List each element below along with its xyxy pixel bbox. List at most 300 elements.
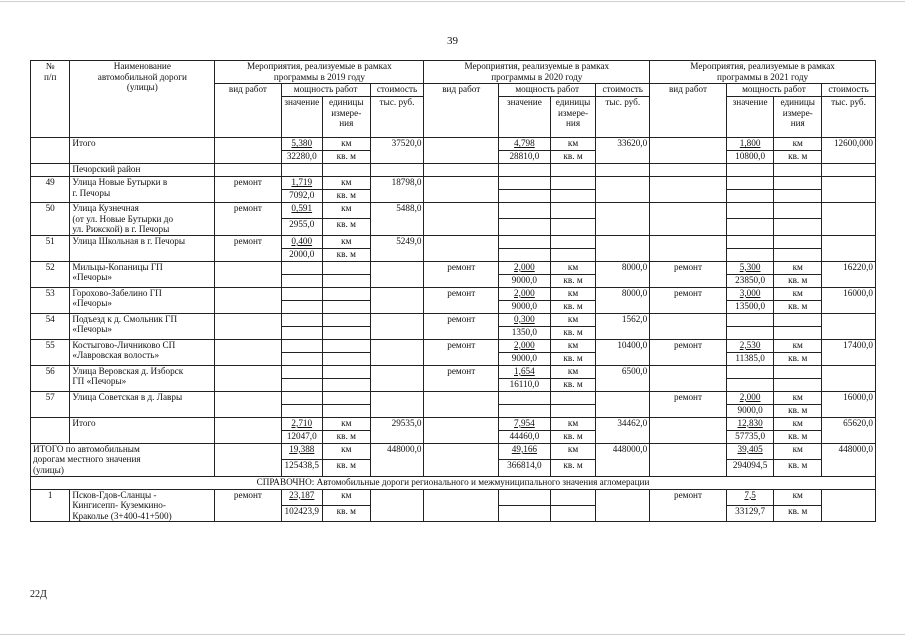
- cost-thousand-rub: 10400,0: [596, 339, 650, 365]
- header-value: значение: [281, 97, 322, 138]
- row-number: 51: [31, 235, 70, 261]
- grand-total-row: [31, 443, 876, 459]
- unit-sq-m: [550, 248, 596, 261]
- unit-sq-m: кв. м: [322, 151, 370, 164]
- work-type: [215, 261, 281, 287]
- value-sq-m: 13500,0: [726, 300, 774, 313]
- row-number: [31, 138, 70, 164]
- header-units: единицы измере- ния: [322, 97, 370, 138]
- value-km: [726, 177, 774, 190]
- cost-thousand-rub: [370, 489, 424, 522]
- unit-km: [322, 261, 370, 274]
- work-type: [424, 138, 499, 164]
- cost-thousand-rub: [822, 365, 876, 391]
- value-sq-m: [281, 326, 322, 339]
- cost-thousand-rub: [822, 235, 876, 261]
- value-km: [281, 261, 322, 274]
- value-km: 0,400: [281, 235, 322, 248]
- unit-km: км: [550, 365, 596, 378]
- unit-sq-m: [322, 404, 370, 417]
- header-thousand-rub: тыс. руб.: [370, 97, 424, 138]
- cost-thousand-rub: 37520,0: [370, 138, 424, 164]
- unit-sq-m: кв. м: [774, 430, 822, 443]
- header-name: Наименование автомобильной дороги (улицы): [70, 61, 215, 138]
- cost-thousand-rub: [370, 365, 424, 391]
- value-km: 39,405: [726, 443, 774, 459]
- cost-thousand-rub: [596, 177, 650, 203]
- value-km: [281, 313, 322, 326]
- road-row: [31, 177, 876, 190]
- unit-sq-m: [550, 219, 596, 235]
- value-km: [726, 203, 774, 219]
- row-number: 53: [31, 287, 70, 313]
- header-capacity: мощность работ: [726, 84, 821, 97]
- work-type: ремонт: [215, 203, 281, 236]
- value-sq-m: [726, 326, 774, 339]
- empty-cell: [822, 164, 876, 177]
- unit-sq-m: [774, 219, 822, 235]
- cost-thousand-rub: 16000,0: [822, 287, 876, 313]
- unit-km: км: [322, 177, 370, 190]
- value-sq-m: 33129,7: [726, 505, 774, 521]
- value-km: 4,798: [499, 138, 551, 151]
- empty-cell: [215, 164, 281, 177]
- unit-km: км: [774, 287, 822, 300]
- unit-sq-m: кв. м: [322, 190, 370, 203]
- header-work-type: вид работ: [215, 84, 281, 138]
- unit-km: км: [322, 443, 370, 459]
- road-name: Подъезд к д. Смольник ГП «Печоры»: [70, 313, 215, 339]
- road-name: Улица Школьная в г. Печоры: [70, 235, 215, 261]
- value-sq-m: 9000,0: [726, 404, 774, 417]
- cost-thousand-rub: 29535,0: [370, 417, 424, 443]
- row-number: 52: [31, 261, 70, 287]
- subtotal-row: [31, 417, 876, 430]
- value-sq-m: 16110,0: [499, 378, 551, 391]
- work-type: ремонт: [650, 489, 727, 522]
- unit-km: км: [774, 443, 822, 459]
- unit-sq-m: [322, 326, 370, 339]
- value-km: 1,719: [281, 177, 322, 190]
- header-thousand-rub: тыс. руб.: [822, 97, 876, 138]
- work-type: [650, 177, 727, 203]
- empty-cell: [370, 164, 424, 177]
- work-type: [215, 391, 281, 417]
- work-type: ремонт: [215, 235, 281, 261]
- road-works-table: [30, 60, 876, 522]
- value-km: [281, 365, 322, 378]
- road-row: [31, 287, 876, 300]
- header-cost: стоимость: [370, 84, 424, 97]
- cost-thousand-rub: [370, 391, 424, 417]
- unit-sq-m: [322, 378, 370, 391]
- cost-thousand-rub: [822, 203, 876, 236]
- unit-km: [322, 287, 370, 300]
- cost-thousand-rub: 1562,0: [596, 313, 650, 339]
- header-units: единицы измере- ния: [550, 97, 596, 138]
- value-km: [281, 339, 322, 352]
- unit-km: км: [550, 313, 596, 326]
- value-sq-m: 294094,5: [726, 460, 774, 476]
- cost-thousand-rub: 16220,0: [822, 261, 876, 287]
- cost-thousand-rub: 5488,0: [370, 203, 424, 236]
- work-type: [424, 391, 499, 417]
- unit-km: [550, 177, 596, 190]
- cost-thousand-rub: 65620,0: [822, 417, 876, 443]
- work-type: [424, 489, 499, 522]
- unit-sq-m: кв. м: [550, 430, 596, 443]
- value-sq-m: [281, 300, 322, 313]
- value-km: [726, 365, 774, 378]
- value-km: 5,380: [281, 138, 322, 151]
- empty-cell: [424, 164, 499, 177]
- value-km: 3,000: [726, 287, 774, 300]
- work-type: [215, 313, 281, 339]
- unit-sq-m: кв. м: [550, 378, 596, 391]
- work-type: [215, 138, 281, 164]
- value-km: 7,5: [726, 489, 774, 505]
- value-sq-m: 44460,0: [499, 430, 551, 443]
- road-name: Костыгово-Личниково СП «Лавровская волость»: [70, 339, 215, 365]
- cost-thousand-rub: [822, 489, 876, 522]
- value-sq-m: 1350,0: [499, 326, 551, 339]
- work-type: ремонт: [424, 313, 499, 339]
- unit-sq-m: [774, 378, 822, 391]
- value-km: [726, 235, 774, 248]
- header-year-2020: Мероприятия, реализуемые в рамках программы в 2020 году: [424, 61, 650, 84]
- header-value: значение: [499, 97, 551, 138]
- unit-sq-m: [322, 300, 370, 313]
- work-type: ремонт: [650, 287, 727, 313]
- unit-km: км: [322, 203, 370, 219]
- value-km: 2,000: [726, 391, 774, 404]
- unit-sq-m: кв. м: [774, 460, 822, 476]
- value-sq-m: [726, 378, 774, 391]
- value-sq-m: 9000,0: [499, 274, 551, 287]
- road-row: [31, 339, 876, 352]
- cost-thousand-rub: 33620,0: [596, 138, 650, 164]
- unit-sq-m: кв. м: [322, 430, 370, 443]
- value-sq-m: [499, 505, 551, 521]
- unit-sq-m: кв. м: [550, 274, 596, 287]
- unit-km: км: [774, 489, 822, 505]
- cost-thousand-rub: [596, 489, 650, 522]
- value-sq-m: [499, 219, 551, 235]
- empty-cell: [499, 164, 551, 177]
- header-year-2021: Мероприятия, реализуемые в рамках программы в 2021 году: [650, 61, 876, 84]
- unit-sq-m: кв. м: [550, 460, 596, 476]
- unit-km: км: [550, 261, 596, 274]
- empty-cell: [322, 164, 370, 177]
- value-sq-m: 125438,5: [281, 460, 322, 476]
- unit-sq-m: [322, 274, 370, 287]
- work-type: ремонт: [424, 339, 499, 365]
- empty-cell: [726, 164, 774, 177]
- header-work-type: вид работ: [424, 84, 499, 138]
- reference-caption-row: [31, 476, 876, 489]
- road-name: Псков-Гдов-Сланцы - Кингисепп- Куземкино- Краколье (3+400-41+500): [70, 489, 215, 522]
- reference-caption: СПРАВОЧНО: Автомобильные дороги регионального и межмуниципального значения агломерации: [31, 476, 876, 489]
- work-type: [650, 313, 727, 339]
- value-sq-m: 366814,0: [499, 460, 551, 476]
- road-name: Улица Новые Бутырки в г. Печоры: [70, 177, 215, 203]
- unit-km: км: [774, 391, 822, 404]
- scan-edge-top: [0, 1, 905, 2]
- reference-road-row: [31, 489, 876, 505]
- road-row: [31, 391, 876, 404]
- total-row: [31, 138, 876, 151]
- header-units: единицы измере- ния: [774, 97, 822, 138]
- row-number: 50: [31, 203, 70, 236]
- value-sq-m: [726, 219, 774, 235]
- header-thousand-rub: тыс. руб.: [596, 97, 650, 138]
- unit-km: км: [550, 339, 596, 352]
- unit-km: км: [322, 489, 370, 505]
- work-type: [215, 287, 281, 313]
- unit-km: [550, 235, 596, 248]
- value-km: 49,166: [499, 443, 551, 459]
- unit-km: км: [774, 138, 822, 151]
- work-type: [650, 235, 727, 261]
- value-km: 12,830: [726, 417, 774, 430]
- road-name: Улица Кузнечная (от ул. Новые Бутырки до ул. Рижской) в г. Печоры: [70, 203, 215, 236]
- work-type: [650, 365, 727, 391]
- value-sq-m: [281, 274, 322, 287]
- unit-km: [322, 365, 370, 378]
- grand-total-label: ИТОГО по автомобильным дорогам местного значения (улицы): [31, 443, 215, 476]
- work-type: [424, 203, 499, 236]
- unit-km: [774, 313, 822, 326]
- unit-sq-m: [550, 190, 596, 203]
- cost-thousand-rub: [596, 203, 650, 236]
- header-year-2019: Мероприятия, реализуемые в рамках программы в 2019 году: [215, 61, 424, 84]
- work-type: ремонт: [650, 391, 727, 417]
- value-km: 2,000: [499, 339, 551, 352]
- row-number: 49: [31, 177, 70, 203]
- value-km: [499, 489, 551, 505]
- unit-km: [774, 203, 822, 219]
- unit-km: км: [550, 138, 596, 151]
- work-type: [650, 138, 727, 164]
- row-number: 1: [31, 489, 70, 522]
- work-type: ремонт: [650, 339, 727, 365]
- cost-thousand-rub: 5249,0: [370, 235, 424, 261]
- unit-km: [322, 339, 370, 352]
- cost-thousand-rub: 448000,0: [596, 443, 650, 476]
- value-km: [499, 235, 551, 248]
- unit-sq-m: кв. м: [322, 505, 370, 521]
- work-type: ремонт: [650, 261, 727, 287]
- unit-km: км: [322, 417, 370, 430]
- value-km: 2,530: [726, 339, 774, 352]
- row-number: 54: [31, 313, 70, 339]
- value-sq-m: 32280,0: [281, 151, 322, 164]
- unit-sq-m: кв. м: [550, 352, 596, 365]
- unit-sq-m: [550, 505, 596, 521]
- value-sq-m: [281, 352, 322, 365]
- cost-thousand-rub: 448000,0: [822, 443, 876, 476]
- unit-sq-m: кв. м: [550, 326, 596, 339]
- cost-thousand-rub: [370, 261, 424, 287]
- unit-km: км: [550, 443, 596, 459]
- value-km: 0,300: [499, 313, 551, 326]
- unit-km: [550, 489, 596, 505]
- unit-km: км: [774, 339, 822, 352]
- cost-thousand-rub: 8000,0: [596, 287, 650, 313]
- value-sq-m: 9000,0: [499, 352, 551, 365]
- value-sq-m: [281, 378, 322, 391]
- unit-sq-m: кв. м: [774, 300, 822, 313]
- work-type: ремонт: [424, 287, 499, 313]
- value-sq-m: 57735,0: [726, 430, 774, 443]
- value-sq-m: [499, 190, 551, 203]
- value-km: 19,388: [281, 443, 322, 459]
- value-sq-m: 28810,0: [499, 151, 551, 164]
- value-km: 7,954: [499, 417, 551, 430]
- road-name: Итого: [70, 417, 215, 443]
- cost-thousand-rub: 18798,0: [370, 177, 424, 203]
- header-capacity: мощность работ: [281, 84, 370, 97]
- value-sq-m: 102423,9: [281, 505, 322, 521]
- row-number: 57: [31, 391, 70, 417]
- unit-sq-m: [774, 326, 822, 339]
- unit-km: км: [550, 417, 596, 430]
- road-name: Горохово-Забелино ГП «Печоры»: [70, 287, 215, 313]
- unit-km: км: [322, 138, 370, 151]
- header-work-type: вид работ: [650, 84, 727, 138]
- unit-km: км: [774, 417, 822, 430]
- unit-sq-m: [774, 248, 822, 261]
- row-number: 55: [31, 339, 70, 365]
- page-number: 39: [447, 35, 458, 47]
- work-type: ремонт: [215, 489, 281, 522]
- work-type: [650, 443, 727, 476]
- road-row: [31, 203, 876, 219]
- unit-sq-m: кв. м: [774, 274, 822, 287]
- unit-sq-m: кв. м: [322, 248, 370, 261]
- value-sq-m: 12047,0: [281, 430, 322, 443]
- row-number: [31, 417, 70, 443]
- work-type: [215, 443, 281, 476]
- work-type: [424, 417, 499, 443]
- work-type: [215, 365, 281, 391]
- work-type: ремонт: [215, 177, 281, 203]
- district-name: Печорский район: [70, 164, 215, 177]
- empty-cell: [550, 164, 596, 177]
- cost-thousand-rub: [596, 391, 650, 417]
- unit-km: [322, 313, 370, 326]
- unit-km: [322, 391, 370, 404]
- unit-sq-m: кв. м: [774, 404, 822, 417]
- unit-km: [550, 391, 596, 404]
- cost-thousand-rub: [822, 177, 876, 203]
- empty-cell: [650, 164, 727, 177]
- work-type: [650, 203, 727, 236]
- value-km: [499, 203, 551, 219]
- work-type: [424, 177, 499, 203]
- cost-thousand-rub: [370, 287, 424, 313]
- unit-km: [774, 365, 822, 378]
- cost-thousand-rub: 17400,0: [822, 339, 876, 365]
- cost-thousand-rub: 448000,0: [370, 443, 424, 476]
- cost-thousand-rub: 16000,0: [822, 391, 876, 417]
- road-name: Мильцы-Копаницы ГП «Печоры»: [70, 261, 215, 287]
- work-type: [650, 417, 727, 443]
- unit-sq-m: [774, 190, 822, 203]
- cost-thousand-rub: 8000,0: [596, 261, 650, 287]
- value-sq-m: 2955,0: [281, 219, 322, 235]
- road-row: [31, 365, 876, 378]
- value-km: [281, 391, 322, 404]
- unit-sq-m: [322, 352, 370, 365]
- road-name: Итого: [70, 138, 215, 164]
- value-sq-m: 9000,0: [499, 300, 551, 313]
- value-sq-m: 10800,0: [726, 151, 774, 164]
- unit-sq-m: кв. м: [322, 219, 370, 235]
- value-sq-m: [281, 404, 322, 417]
- unit-sq-m: кв. м: [550, 151, 596, 164]
- district-row: [31, 164, 876, 177]
- value-km: [499, 177, 551, 190]
- road-row: [31, 261, 876, 274]
- unit-sq-m: [550, 404, 596, 417]
- value-km: 2,000: [499, 287, 551, 300]
- road-row: [31, 235, 876, 248]
- header-capacity: мощность работ: [499, 84, 596, 97]
- road-row: [31, 313, 876, 326]
- cost-thousand-rub: 34462,0: [596, 417, 650, 443]
- road-name: Улица Веровская д. Изборск ГП «Печоры»: [70, 365, 215, 391]
- value-sq-m: [499, 248, 551, 261]
- cost-thousand-rub: [822, 313, 876, 339]
- header-num: № п/п: [31, 61, 70, 138]
- value-sq-m: 7092,0: [281, 190, 322, 203]
- unit-sq-m: кв. м: [774, 352, 822, 365]
- unit-sq-m: кв. м: [322, 460, 370, 476]
- header-cost: стоимость: [822, 84, 876, 97]
- cost-thousand-rub: 12600,000: [822, 138, 876, 164]
- row-number: 56: [31, 365, 70, 391]
- unit-km: [550, 203, 596, 219]
- header-cost: стоимость: [596, 84, 650, 97]
- value-km: [281, 287, 322, 300]
- unit-sq-m: кв. м: [774, 151, 822, 164]
- district-spacer: [31, 164, 70, 177]
- empty-cell: [774, 164, 822, 177]
- footer-code: 22Д: [30, 589, 47, 600]
- value-km: 23,187: [281, 489, 322, 505]
- unit-km: км: [550, 287, 596, 300]
- value-km: [499, 391, 551, 404]
- value-km: 0,591: [281, 203, 322, 219]
- cost-thousand-rub: [370, 313, 424, 339]
- unit-km: км: [322, 235, 370, 248]
- scan-edge-bottom: [0, 634, 905, 635]
- unit-km: км: [774, 261, 822, 274]
- unit-km: [774, 177, 822, 190]
- value-sq-m: [726, 190, 774, 203]
- value-km: 1,654: [499, 365, 551, 378]
- value-km: 1,800: [726, 138, 774, 151]
- header-value: значение: [726, 97, 774, 138]
- value-km: [726, 313, 774, 326]
- cost-thousand-rub: [370, 339, 424, 365]
- unit-sq-m: кв. м: [774, 505, 822, 521]
- value-sq-m: [726, 248, 774, 261]
- value-sq-m: [499, 404, 551, 417]
- cost-thousand-rub: [596, 235, 650, 261]
- empty-cell: [281, 164, 322, 177]
